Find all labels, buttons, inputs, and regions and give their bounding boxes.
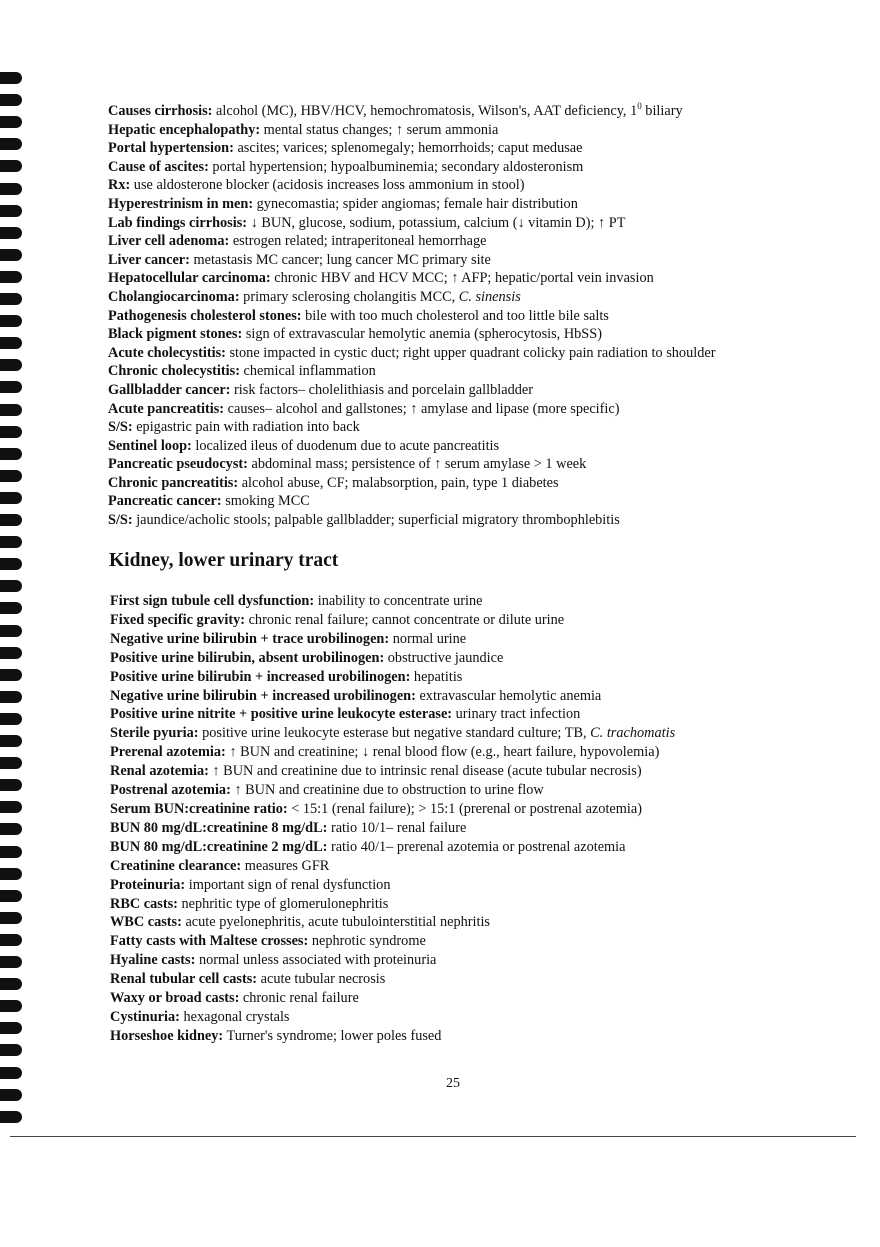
binding-coil	[0, 801, 22, 813]
note-description: localized ileus of duodenum due to acute pancreatitis	[191, 437, 500, 454]
note-line	[110, 781, 810, 800]
binding-coil	[0, 514, 22, 526]
note-term: Waxy or broad casts:	[110, 990, 240, 1007]
binding-coil	[0, 492, 22, 504]
note-term: S/S:	[108, 419, 133, 436]
note-term: Cholangiocarcinoma:	[108, 288, 240, 305]
note-term: Lab findings cirrhosis:	[108, 214, 248, 231]
note-description: hepatitis	[410, 668, 463, 685]
binding-coil	[0, 536, 22, 548]
note-description: chemical inflammation	[239, 363, 376, 380]
note-term: S/S:	[108, 512, 133, 529]
binding-coil	[0, 426, 22, 438]
note-italic-organism: C. trachomatis	[590, 725, 676, 742]
note-line	[108, 325, 808, 344]
note-line	[110, 649, 810, 668]
note-line	[108, 269, 808, 288]
note-term: Hyperestrinism in men:	[108, 195, 254, 212]
note-description: normal urine	[389, 630, 467, 647]
note-term: Chronic cholecystitis:	[108, 363, 240, 380]
note-line	[108, 455, 808, 474]
binding-coil	[0, 205, 22, 217]
note-term: Sentinel loop:	[108, 437, 192, 454]
note-term: Acute cholecystitis:	[108, 344, 226, 361]
note-term: Serum BUN:creatinine ratio:	[110, 800, 288, 817]
note-line	[108, 121, 808, 140]
binding-coil	[0, 978, 22, 990]
liver-biliary-pancreas-notes	[108, 102, 808, 530]
note-description: jaundice/acholic stools; palpable gallbladder; superficial migratory thrombophlebitis	[132, 512, 620, 529]
binding-coil	[0, 404, 22, 416]
binding-coil	[0, 138, 22, 150]
note-line	[110, 687, 810, 706]
note-line	[110, 989, 810, 1008]
binding-coil	[0, 580, 22, 592]
note-line	[110, 895, 810, 914]
note-line	[108, 344, 808, 363]
note-line	[108, 437, 808, 456]
binding-coil	[0, 691, 22, 703]
spiral-binding	[0, 72, 26, 1137]
note-line	[108, 474, 808, 493]
note-line	[110, 819, 810, 838]
note-term: Postrenal azotemia:	[110, 782, 231, 799]
note-term: Fatty casts with Maltese crosses:	[110, 933, 309, 950]
binding-coil	[0, 1111, 22, 1123]
binding-coil	[0, 713, 22, 725]
note-line	[108, 400, 808, 419]
note-term: Acute pancreatitis:	[108, 400, 225, 417]
note-line	[110, 913, 810, 932]
note-line	[110, 1008, 810, 1027]
note-description: abdominal mass; persistence of ↑ serum amylase > 1 week	[247, 456, 587, 473]
note-line	[110, 743, 810, 762]
note-term: RBC casts:	[110, 895, 178, 912]
note-term: Portal hypertension:	[108, 140, 234, 157]
note-description: alcohol (MC), HBV/HCV, hemochromatosis, Wilson's, AAT deficiency, 1	[212, 103, 638, 119]
binding-coil	[0, 293, 22, 305]
note-term: Proteinuria:	[110, 876, 186, 893]
note-description: epigastric pain with radiation into back	[132, 419, 360, 436]
binding-coil	[0, 1089, 22, 1101]
binding-coil	[0, 956, 22, 968]
note-line	[110, 800, 810, 819]
binding-coil	[0, 558, 22, 570]
note-description: smoking MCC	[221, 493, 310, 510]
note-term: Sterile pyuria:	[110, 725, 199, 742]
note-description: obstructive jaundice	[384, 649, 504, 666]
note-line	[108, 418, 808, 437]
note-description: causes– alcohol and gallstones; ↑ amylase and lipase (more specific)	[224, 400, 620, 417]
note-description: measures GFR	[241, 857, 330, 874]
note-term: WBC casts:	[110, 914, 182, 931]
note-description: ratio 10/1– renal failure	[327, 819, 467, 836]
binding-coil	[0, 1067, 22, 1079]
note-description-continued: biliary	[641, 103, 683, 119]
note-line	[110, 705, 810, 724]
note-line	[108, 139, 808, 158]
note-description: alcohol abuse, CF; malabsorption, pain, type 1 diabetes	[238, 474, 559, 491]
note-line	[110, 592, 810, 611]
note-term: Hyaline casts:	[110, 952, 196, 969]
note-italic-organism: C. sinensis	[458, 288, 521, 305]
note-line	[108, 214, 808, 233]
kidney-urinary-notes	[110, 592, 810, 1046]
note-description: ↑ BUN and creatinine; ↓ renal blood flow (e.g., heart failure, hypovolemia)	[225, 744, 660, 761]
note-description: important sign of renal dysfunction	[185, 876, 391, 893]
note-description: risk factors– cholelithiasis and porcelain gallbladder	[230, 381, 533, 398]
note-line	[110, 970, 810, 989]
note-term: Positive urine bilirubin + increased urobilinogen:	[110, 668, 411, 685]
note-description: urinary tract infection	[452, 706, 581, 723]
binding-coil	[0, 227, 22, 239]
note-description: ↑ BUN and creatinine due to obstruction to urine flow	[230, 782, 544, 799]
note-term: Cause of ascites:	[108, 158, 209, 175]
note-line	[108, 232, 808, 251]
note-description: positive urine leukocyte esterase but negative standard culture; TB,	[198, 725, 591, 742]
note-line	[110, 857, 810, 876]
note-line	[108, 176, 808, 195]
note-term: Hepatocellular carcinoma:	[108, 270, 271, 287]
note-term: Creatinine clearance:	[110, 857, 242, 874]
note-description: ratio 40/1– prerenal azotemia or postrenal azotemia	[327, 838, 626, 855]
note-superscript: 0	[637, 101, 642, 112]
note-line	[108, 492, 808, 511]
note-term: Renal tubular cell casts:	[110, 971, 258, 988]
note-line	[108, 102, 808, 121]
note-term: Gallbladder cancer:	[108, 381, 231, 398]
binding-coil	[0, 183, 22, 195]
note-term: Prerenal azotemia:	[110, 744, 226, 761]
note-term: Positive urine nitrite + positive urine leukocyte esterase:	[110, 706, 453, 723]
binding-coil	[0, 249, 22, 261]
binding-coil	[0, 625, 22, 637]
note-line	[110, 932, 810, 951]
binding-coil	[0, 602, 22, 614]
note-description: stone impacted in cystic duct; right upper quadrant colicky pain radiation to shoulder	[225, 344, 716, 361]
binding-coil	[0, 779, 22, 791]
note-description: normal unless associated with proteinuria	[195, 952, 437, 969]
section-heading-kidney: Kidney, lower urinary tract	[109, 550, 339, 571]
binding-coil	[0, 470, 22, 482]
note-term: Horseshoe kidney:	[110, 1027, 224, 1044]
binding-coil	[0, 72, 22, 84]
note-term: BUN 80 mg/dL:creatinine 2 mg/dL:	[110, 838, 328, 855]
binding-coil	[0, 846, 22, 858]
binding-coil	[0, 890, 22, 902]
note-line	[110, 611, 810, 630]
note-term: First sign tubule cell dysfunction:	[110, 593, 315, 609]
note-description: portal hypertension; hypoalbuminemia; secondary aldosteronism	[208, 158, 584, 175]
note-term: Negative urine bilirubin + trace urobilinogen:	[110, 630, 390, 647]
note-term: Pancreatic pseudocyst:	[108, 456, 248, 473]
binding-coil	[0, 381, 22, 393]
note-description: acute tubular necrosis	[257, 971, 386, 988]
page-number: 25	[446, 1076, 460, 1091]
note-description: ↑ BUN and creatinine due to intrinsic renal disease (acute tubular necrosis)	[208, 763, 642, 780]
binding-coil	[0, 448, 22, 460]
note-line	[110, 630, 810, 649]
note-description: sign of extravascular hemolytic anemia (spherocytosis, HbSS)	[242, 326, 602, 343]
note-term: Negative urine bilirubin + increased urobilinogen:	[110, 687, 416, 704]
binding-coil	[0, 647, 22, 659]
note-description: acute pyelonephritis, acute tubulointerstitial nephritis	[181, 914, 490, 931]
note-line	[108, 158, 808, 177]
note-description: Turner's syndrome; lower poles fused	[223, 1027, 442, 1044]
binding-coil	[0, 1000, 22, 1012]
note-description: estrogen related; intraperitoneal hemorrhage	[229, 233, 487, 250]
note-term: Chronic pancreatitis:	[108, 474, 239, 491]
note-term: Hepatic encephalopathy:	[108, 121, 261, 138]
note-term: Causes cirrhosis:	[108, 103, 213, 119]
note-line	[110, 762, 810, 781]
note-line	[108, 362, 808, 381]
note-line	[110, 724, 810, 743]
note-description: gynecomastia; spider angiomas; female hair distribution	[253, 195, 578, 212]
note-term: Pancreatic cancer:	[108, 493, 222, 510]
note-term: Rx:	[108, 177, 131, 194]
note-line	[110, 951, 810, 970]
note-description: chronic renal failure	[239, 990, 359, 1007]
note-term: Liver cancer:	[108, 251, 190, 268]
note-description: chronic HBV and HCV MCC; ↑ AFP; hepatic/portal vein invasion	[270, 270, 654, 287]
binding-coil	[0, 1022, 22, 1034]
binding-coil	[0, 160, 22, 172]
note-line	[110, 876, 810, 895]
note-description: mental status changes; ↑ serum ammonia	[260, 121, 499, 138]
page-bottom-rule	[10, 1136, 856, 1137]
note-term: Fixed specific gravity:	[110, 611, 245, 628]
binding-coil	[0, 337, 22, 349]
binding-coil	[0, 315, 22, 327]
note-line	[108, 307, 808, 326]
binding-coil	[0, 94, 22, 106]
binding-coil	[0, 116, 22, 128]
binding-coil	[0, 669, 22, 681]
note-description: extravascular hemolytic anemia	[415, 687, 602, 704]
binding-coil	[0, 359, 22, 371]
note-description: < 15:1 (renal failure); > 15:1 (prerenal or postrenal azotemia)	[287, 800, 642, 817]
binding-coil	[0, 271, 22, 283]
note-line	[108, 511, 808, 530]
note-description: nephrotic syndrome	[308, 933, 426, 950]
note-description: nephritic type of glomerulonephritis	[177, 895, 389, 912]
note-term: Pathogenesis cholesterol stones:	[108, 307, 302, 324]
note-description: ↓ BUN, glucose, sodium, potassium, calcium (↓ vitamin D); ↑ PT	[247, 214, 626, 231]
note-line	[110, 838, 810, 857]
note-line	[110, 668, 810, 687]
note-description: bile with too much cholesterol and too little bile salts	[301, 307, 609, 324]
note-description: inability to concentrate urine	[314, 593, 483, 609]
binding-coil	[0, 912, 22, 924]
binding-coil	[0, 757, 22, 769]
binding-coil	[0, 1044, 22, 1056]
note-term: Liver cell adenoma:	[108, 233, 230, 250]
note-description: hexagonal crystals	[179, 1008, 290, 1025]
note-term: Renal azotemia:	[110, 763, 209, 780]
binding-coil	[0, 823, 22, 835]
note-term: BUN 80 mg/dL:creatinine 8 mg/dL:	[110, 819, 328, 836]
note-description: use aldosterone blocker (acidosis increases loss ammonium in stool)	[130, 177, 525, 194]
note-term: Black pigment stones:	[108, 326, 243, 343]
binding-coil	[0, 868, 22, 880]
note-description: metastasis MC cancer; lung cancer MC primary site	[189, 251, 491, 268]
note-description: primary sclerosing cholangitis MCC,	[239, 288, 459, 305]
note-description: chronic renal failure; cannot concentrate or dilute urine	[245, 611, 565, 628]
note-line	[108, 195, 808, 214]
note-line	[108, 288, 808, 307]
note-description: ascites; varices; splenomegaly; hemorrhoids; caput medusae	[233, 140, 583, 157]
note-line	[110, 1027, 810, 1046]
note-term: Cystinuria:	[110, 1008, 180, 1025]
note-line	[108, 251, 808, 270]
binding-coil	[0, 735, 22, 747]
note-line	[108, 381, 808, 400]
note-term: Positive urine bilirubin, absent urobilinogen:	[110, 649, 385, 666]
binding-coil	[0, 934, 22, 946]
